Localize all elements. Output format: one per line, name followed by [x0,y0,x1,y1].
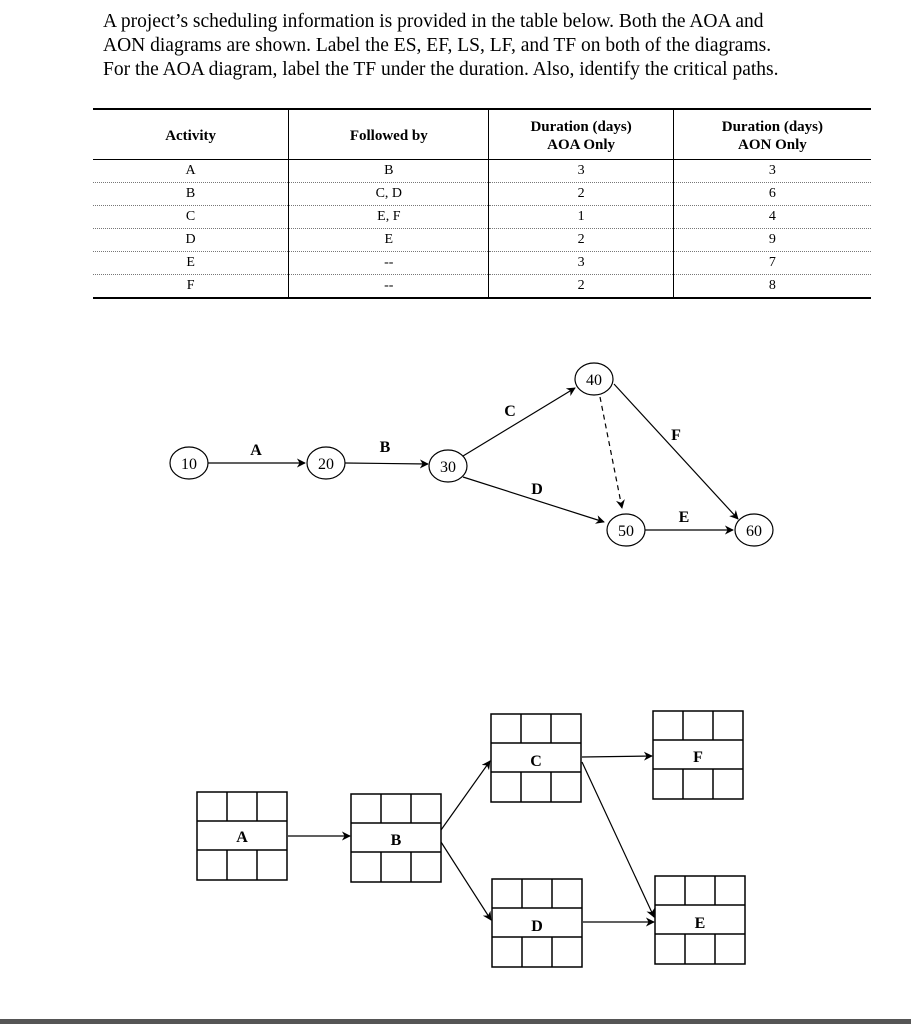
aoa-label-B: B [379,439,391,456]
cell-followed-by: E [289,229,489,252]
svg-text:10: 10 [181,456,197,473]
aoa-diagram [170,363,773,546]
prompt-line-2: AON diagrams are shown. Label the ES, EF, LS, LF, and TF on both of the diagrams. [103,35,772,56]
aon-node-B [351,794,441,882]
prompt-line-3: For the AOA diagram, label the TF under the duration. Also, identify the critical paths. [103,59,779,80]
aon-node-D [492,879,582,967]
cell-aon-duration: 7 [673,252,871,275]
cell-followed-by: -- [289,252,489,275]
header-aoa-line1: Duration (days) [530,119,632,135]
cell-activity: B [93,183,289,206]
header-aon-line2: AON Only [737,137,807,153]
svg-text:40: 40 [586,372,602,389]
bottom-border [0,1019,911,1024]
header-activity: Activity [93,109,289,160]
aon-node-F [653,711,743,799]
cell-aon-duration: 8 [673,275,871,299]
cell-aon-duration: 4 [673,206,871,229]
cell-followed-by: C, D [289,183,489,206]
prompt-line-1: A project’s scheduling information is provided in the table below. Both the AOA and [103,11,764,32]
cell-aon-duration: 6 [673,183,871,206]
cell-aoa-duration: 3 [489,252,673,275]
aon-arrow-C-E [582,762,654,917]
svg-text:C: C [530,753,542,770]
svg-text:B: B [390,832,402,849]
cell-followed-by: E, F [289,206,489,229]
svg-text:30: 30 [440,459,456,476]
aoa-node-50 [607,514,645,546]
cell-aoa-duration: 2 [489,183,673,206]
aoa-node-10 [170,447,208,479]
svg-text:60: 60 [746,523,762,540]
header-aoa-line2: AOA Only [547,137,616,153]
aoa-node-20 [307,447,345,479]
cell-activity: D [93,229,289,252]
aoa-node-30 [429,450,467,482]
cell-aon-duration: 9 [673,229,871,252]
aoa-arrow-B [345,463,428,464]
cell-activity: A [93,160,289,183]
cell-aoa-duration: 2 [489,275,673,299]
svg-text:A: A [236,829,248,846]
aoa-arrow-F [614,384,738,519]
svg-text:50: 50 [618,523,634,540]
cell-aon-duration: 3 [673,160,871,183]
cell-aoa-duration: 1 [489,206,673,229]
svg-text:20: 20 [318,456,334,473]
aoa-label-F: F [671,427,681,444]
svg-text:E: E [694,915,706,932]
aon-diagram [197,711,745,967]
aoa-dummy-arrow [600,397,622,508]
svg-text:D: D [531,918,543,935]
aoa-label-D: D [531,481,543,498]
aon-arrow-B-C [441,761,490,830]
cell-activity: C [93,206,289,229]
aon-node-C [491,714,581,802]
cell-aoa-duration: 2 [489,229,673,252]
cell-followed-by: -- [289,275,489,299]
aoa-node-60 [735,514,773,546]
cell-activity: F [93,275,289,299]
header-aon-line1: Duration (days) [721,119,823,135]
aoa-arrow-C [463,388,575,456]
aoa-node-40 [575,363,613,395]
aon-node-E [655,876,745,964]
aon-arrow-B-D [441,842,491,920]
cell-followed-by: B [289,160,489,183]
cell-aoa-duration: 3 [489,160,673,183]
svg-text:F: F [693,749,703,766]
aoa-label-C: C [504,403,516,420]
aon-arrow-C-F [582,756,652,757]
aon-node-A [197,792,287,880]
aoa-label-E: E [678,509,690,526]
aoa-label-A: A [250,442,262,459]
cell-activity: E [93,252,289,275]
header-followed-by: Followed by [289,109,489,160]
